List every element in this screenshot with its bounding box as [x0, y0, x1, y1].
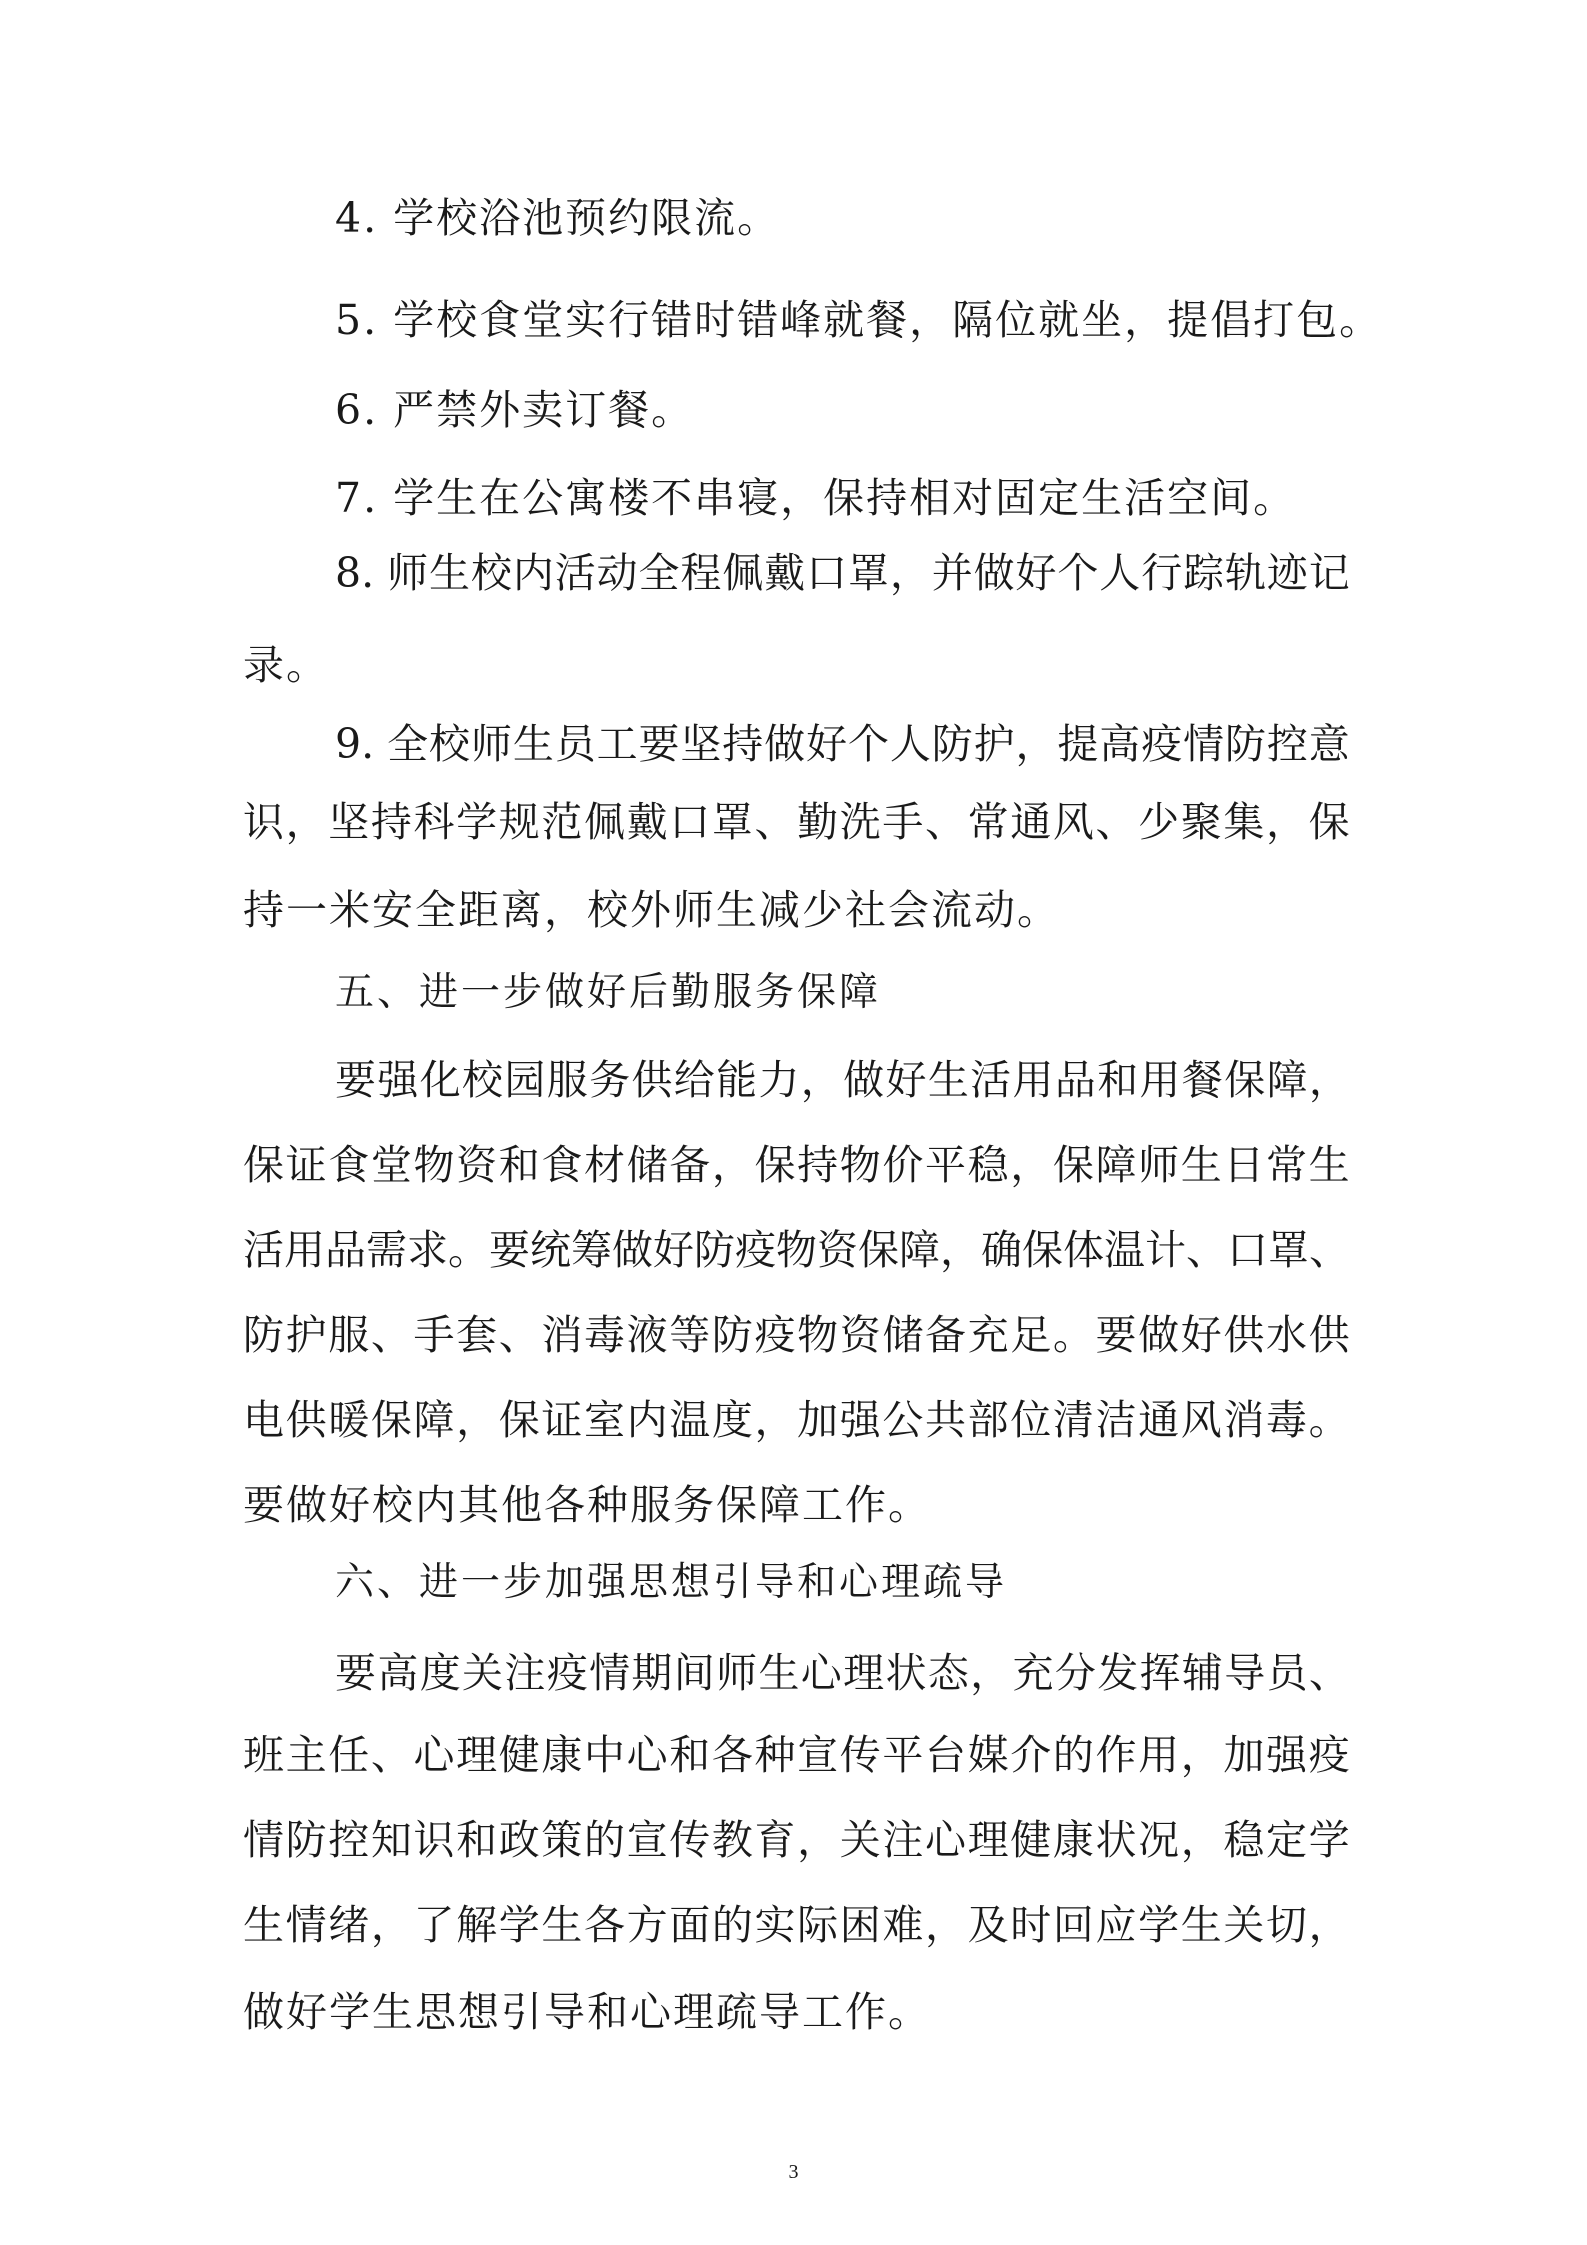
paragraph-line: 保 证 食 堂 物 资 和 食 材 储 备 ， 保 持 物 价 平 稳 ， 保 障 师 生 日 常 生 [243, 1141, 1350, 1189]
list-item-9: 9. 全 校 师 生 员 工 要 坚 持 做 好 个 人 防 护 ， 提 高 疫 情 防 控 意 [335, 720, 1350, 768]
list-item-4: 4. 学校浴池预约限流。 [335, 194, 781, 242]
list-item-6: 6. 严禁外卖订餐。 [335, 386, 695, 434]
list-item-8: 8. 师 生 校 内 活 动 全 程 佩 戴 口 罩 ， 并 做 好 个 人 行 踪 轨 迹 记 [335, 549, 1350, 597]
list-item-5: 5. 学校食堂实行错时错峰就餐，隔位就坐，提倡打包。 [335, 296, 1383, 344]
paragraph-line: 要做好校内其他各种服务保障工作。 [243, 1481, 931, 1529]
section-heading-6: 六、进一步加强思想引导和心理疏导 [335, 1560, 1008, 1605]
list-item-9-line-3: 持一米安全距离，校外师生减少社会流动。 [243, 886, 1060, 934]
list-item-7: 7. 学生在公寓楼不串寝，保持相对固定生活空间。 [335, 474, 1297, 522]
list-item-8-continued: 录。 [243, 641, 329, 689]
paragraph-line: 班 主 任 、 心 理 健 康 中 心 和 各 种 宣 传 平 台 媒 介 的 作 用 ， 加 强 疫 [243, 1731, 1350, 1779]
paragraph-line: 情 防 控 知 识 和 政 策 的 宣 传 教 育 ， 关 注 心 理 健 康 状 况 ， 稳 定 学 [243, 1816, 1350, 1864]
paragraph-line: 防 护 服 、 手 套 、 消 毒 液 等 防 疫 物 资 储 备 充 足 。 要 做 好 供 水 供 [243, 1311, 1350, 1359]
section-heading-5: 五、进一步做好后勤服务保障 [335, 970, 882, 1015]
paragraph-line: 要 强 化 校 园 服 务 供 给 能 力 ， 做 好 生 活 用 品 和 用 餐 保 障 ， [335, 1056, 1350, 1104]
paragraph-line: 生 情 绪 ， 了 解 学 生 各 方 面 的 实 际 困 难 ， 及 时 回 应 学 生 关 切 ， [243, 1901, 1350, 1949]
page-number: 3 [788, 2161, 799, 2183]
paragraph-line: 做好学生思想引导和心理疏导工作。 [243, 1988, 931, 2036]
paragraph-line: 要 高 度 关 注 疫 情 期 间 师 生 心 理 状 态 ， 充 分 发 挥 辅 导 员 、 [335, 1649, 1350, 1697]
paragraph-line: 活 用 品 需 求 。 要 统 筹 做 好 防 疫 物 资 保 障 ， 确 保 体 温 计 、 口 罩 、 [243, 1226, 1350, 1274]
list-item-9-line-2: 识 ， 坚 持 科 学 规 范 佩 戴 口 罩 、 勤 洗 手 、 常 通 风 、 少 聚 集 ， 保 [243, 798, 1350, 846]
paragraph-line: 电 供 暖 保 障 ， 保 证 室 内 温 度 ， 加 强 公 共 部 位 清 洁 通 风 消 毒 。 [243, 1396, 1350, 1444]
